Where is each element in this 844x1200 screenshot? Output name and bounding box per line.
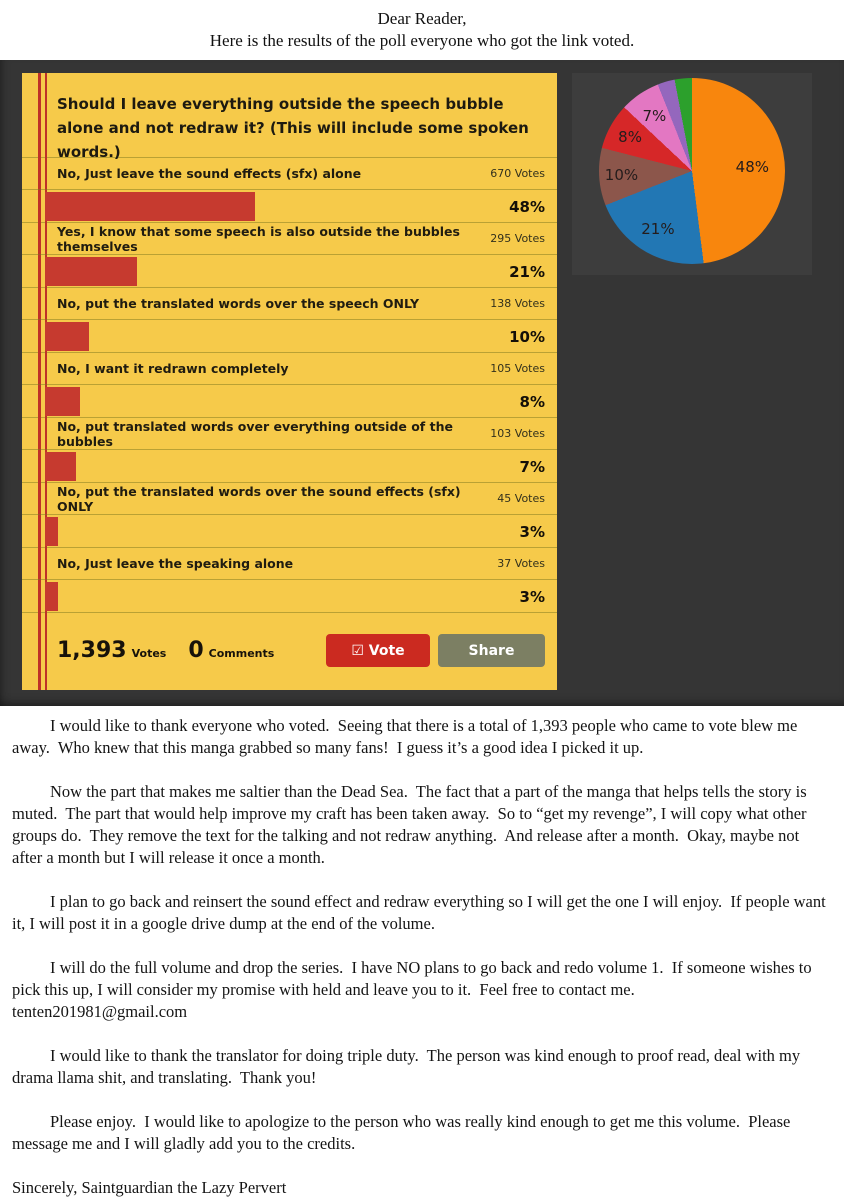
poll-option-row — [22, 222, 557, 254]
letter-body — [0, 706, 844, 1199]
poll-option-bar-row — [22, 579, 557, 612]
poll-option-votes: 295 Votes — [490, 232, 545, 245]
poll-option-percent: 3% — [519, 522, 545, 541]
poll-option-bar — [45, 387, 80, 416]
poll-option-bar-row — [22, 254, 557, 287]
pie-slice-label: 21% — [641, 219, 675, 238]
poll-option-label: No, Just leave the sound effects (sfx) alone — [57, 166, 362, 181]
poll-option-percent: 21% — [509, 262, 545, 281]
poll-option-bar-row — [22, 384, 557, 417]
letter-paragraph: Now the part that makes me saltier than the Dead Sea. The fact that a part of the manga that helps tells the story is muted. The part that would help improve my craft has been taken away. So to “get my revenge”, I will copy what other groups do. They remove the text for the talking and not redraw anything. And release after a month. Okay, maybe not after a month but I will release it once a month. — [12, 782, 811, 867]
poll-footer-buttons — [326, 634, 545, 667]
poll-option[interactable] — [22, 352, 557, 417]
letter-paragraph-text: I will do the full volume and drop the series. I have NO plans to go back and redo volume 1. If someone wishes to pick this up, I will consider my promise with held and leave you to it. Feel free to contact me. — [12, 958, 816, 999]
poll-option-label: No, put translated words over everything outside of the bubbles — [57, 418, 453, 449]
comments-count: 0 — [188, 638, 204, 663]
letter-paragraph: Please enjoy. I would like to apologize to the person who was really kind enough to get me this volume. Please message me and I will gladly add you to the credits. — [12, 1112, 795, 1153]
poll-option-row — [22, 547, 557, 579]
poll-option-row — [22, 287, 557, 319]
pie-slice-label: 7% — [642, 106, 667, 125]
letter-paragraph — [12, 957, 832, 1023]
poll-option-bar — [45, 452, 76, 481]
pie-slice-label: 8% — [618, 127, 642, 146]
comments-label: Comments — [208, 647, 275, 660]
signature: Sincerely, Saintguardian the Lazy Pervert — [12, 1178, 287, 1197]
share-button[interactable]: Share — [438, 634, 545, 667]
poll-screenshot-band — [0, 60, 844, 706]
poll-option-row — [22, 417, 557, 449]
poll-option-bar-row — [22, 189, 557, 222]
poll-option-label: No, put the translated words over the sound effects (sfx) ONLY — [57, 483, 461, 514]
poll-option-percent: 48% — [509, 197, 545, 216]
poll-option-votes: 105 Votes — [490, 362, 545, 375]
header-line1: Dear Reader, — [377, 9, 467, 28]
total-votes-label: Votes — [131, 647, 167, 660]
poll-option-percent: 3% — [519, 587, 545, 606]
vote-button[interactable] — [326, 634, 430, 667]
contact-email: tenten201981@gmail.com — [12, 1002, 188, 1021]
pie-slice-label: 48% — [735, 158, 769, 177]
pie-slice-label: 10% — [604, 166, 639, 185]
poll-option-bar — [45, 257, 137, 286]
vote-button-label: Vote — [368, 642, 405, 659]
total-votes-count: 1,393 — [57, 638, 127, 663]
poll-option-votes: 45 Votes — [497, 492, 545, 505]
poll-option-row — [22, 352, 557, 384]
poll-option-label: No, I want it redrawn completely — [57, 361, 289, 376]
poll-option[interactable] — [22, 482, 557, 547]
letter-paragraph: I plan to go back and reinsert the sound effect and redraw everything so I will get the one I will enjoy. If people want it, I will post it in a google drive dump at the end of the volume. — [12, 892, 830, 933]
poll-option-votes: 138 Votes — [490, 297, 545, 310]
poll-option[interactable] — [22, 157, 557, 222]
poll-option-votes: 103 Votes — [490, 427, 545, 440]
poll-option-label: No, Just leave the speaking alone — [57, 556, 294, 571]
poll-option-percent: 8% — [519, 392, 545, 411]
header-line2: Here is the results of the poll everyone who got the link voted. — [209, 31, 635, 50]
poll-option-votes: 37 Votes — [497, 557, 545, 570]
poll-option[interactable] — [22, 222, 557, 287]
poll-widget — [22, 73, 557, 690]
poll-option-label: No, put the translated words over the speech ONLY — [57, 296, 420, 311]
poll-option-row — [22, 482, 557, 514]
poll-option-label: Yes, I know that some speech is also outside the bubbles themselves — [57, 223, 460, 254]
pie-chart-panel — [572, 73, 812, 275]
poll-option-bar — [45, 582, 58, 611]
poll-option-bar — [45, 322, 89, 351]
poll-option-bar-row — [22, 449, 557, 482]
poll-option-bar — [45, 192, 255, 221]
poll-option-bar — [45, 517, 58, 546]
poll-option[interactable] — [22, 287, 557, 352]
poll-option[interactable] — [22, 547, 557, 612]
checkbox-check-icon: ☑ — [351, 642, 364, 659]
poll-option-bar-row — [22, 319, 557, 352]
poll-footer — [22, 612, 557, 688]
poll-question: Should I leave everything outside the speech bubble alone and not redraw it? (This will include some spoken words.) — [57, 95, 529, 161]
poll-option-bar-row — [22, 514, 557, 547]
poll-options — [22, 157, 557, 612]
letter-paragraph: I would like to thank everyone who voted. Seeing that there is a total of 1,393 people who came to vote blew me away. Who knew that this manga grabbed so many fans! I guess it’s a good idea I picked it up. — [12, 716, 802, 757]
poll-option[interactable] — [22, 417, 557, 482]
letter-header — [0, 0, 844, 52]
poll-option-votes: 670 Votes — [490, 167, 545, 180]
poll-option-percent: 10% — [509, 327, 545, 346]
poll-option-percent: 7% — [519, 457, 545, 476]
letter-paragraph: I would like to thank the translator for doing triple duty. The person was kind enough to proof read, deal with my drama llama shit, and translating. Thank you! — [12, 1046, 805, 1087]
